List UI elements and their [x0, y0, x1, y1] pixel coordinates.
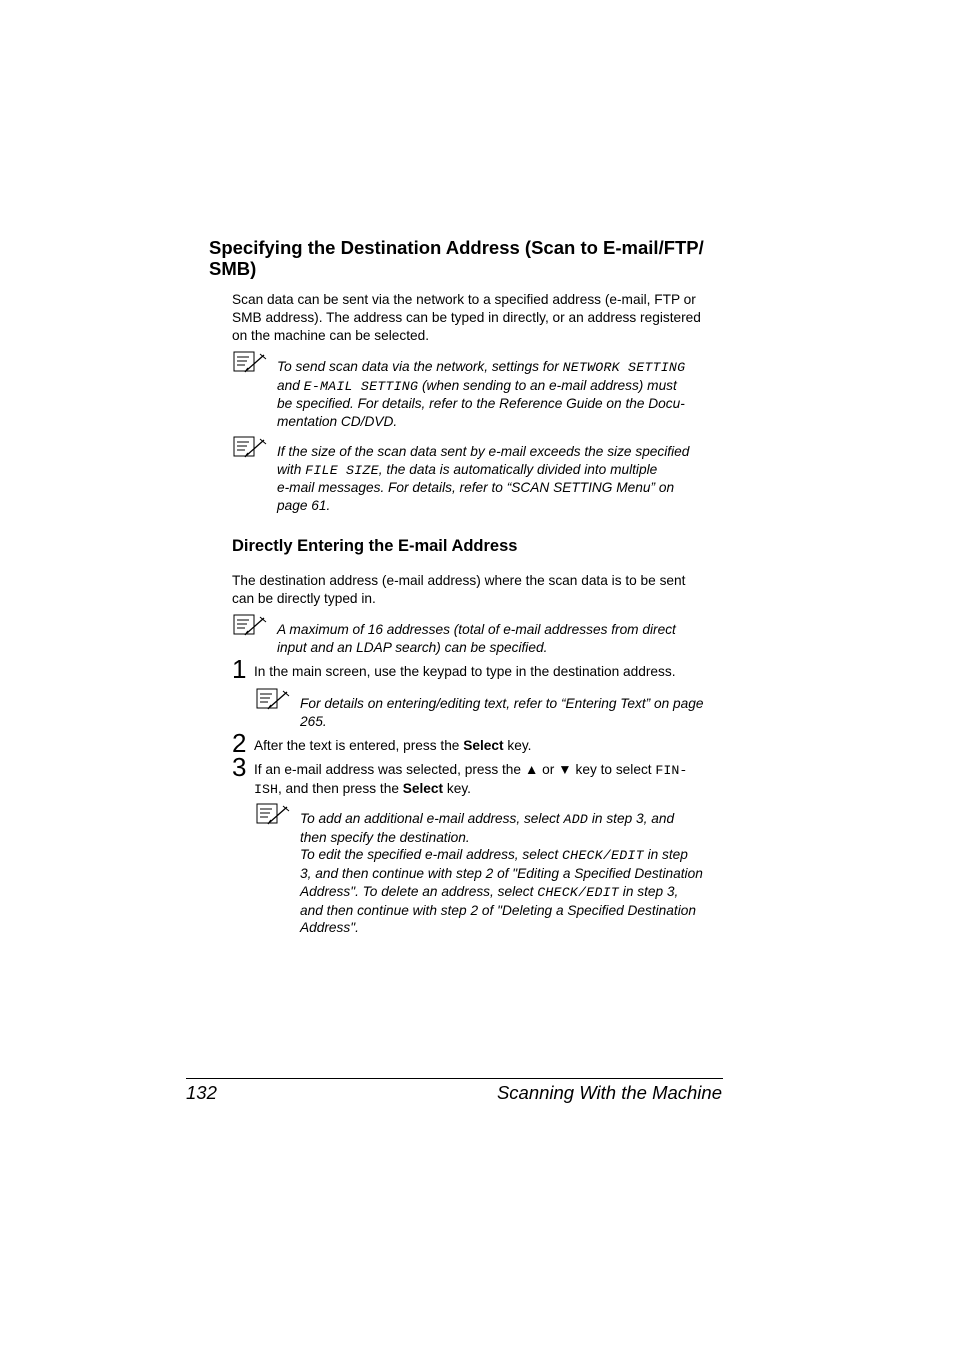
subsection-intro: The destination address (e-mail address) where the scan data is to be sent can be directly typed in. [232, 573, 686, 606]
note-file-size: If the size of the scan data sent by e-mail exceeds the size specified with FILE SIZE, the data is automatically divided into multiple e-mail messages. For details, refer to “SCAN SETTING Menu” on page 61. [277, 444, 690, 514]
note-add-edit-address: To add an additional e-mail address, select ADD in step 3, and then specify the destination. To edit the specified e-mail address, select CHECK/EDIT in step 3, and then continue with step 2 of "Editing a Specified Destination Address". To delete an address, select CHECK/EDIT in step 3, and then continue with step 2 of "Deleting a Specified Destination Address". [300, 811, 703, 936]
page-number: 132 [186, 1082, 217, 1103]
note-icon [256, 803, 290, 825]
note-icon [256, 688, 290, 710]
step-number: 3 [232, 752, 247, 782]
footer-rule [186, 1078, 723, 1079]
step-text: In the main screen, use the keypad to type in the destination address. [254, 664, 676, 679]
step-number: 2 [232, 728, 247, 758]
note-icon [233, 351, 267, 373]
note-network-settings: To send scan data via the network, settings for NETWORK SETTING and E-MAIL SETTING (when sending to an e-mail address) must be specified. For details, refer to the Reference Guide on the Docu- mentation CD/DVD. [277, 359, 686, 430]
note-max-addresses: A maximum of 16 addresses (total of e-mail addresses from direct input and an LDAP search) can be specified. [277, 622, 676, 655]
section-title: Specifying the Destination Address (Scan to E-mail/FTP/ SMB) [209, 237, 704, 279]
footer-section-title: Scanning With the Machine [496, 1082, 722, 1103]
note-icon [233, 614, 267, 636]
step-number: 1 [232, 654, 247, 684]
subsection-title: Directly Entering the E-mail Address [232, 537, 518, 555]
note-entering-text: For details on entering/editing text, refer to “Entering Text” on page 265. [300, 696, 704, 729]
note-icon [233, 436, 267, 458]
step-text: If an e-mail address was selected, press the ▲ or ▼ key to select FIN- ISH, and then press the Select key. [254, 762, 688, 797]
step-text: After the text is entered, press the Select key. [254, 738, 532, 753]
intro-paragraph: Scan data can be sent via the network to a specified address (e-mail, FTP or SMB address). The address can be typed in directly, or an address registered on the machine can be selected. [232, 292, 701, 343]
